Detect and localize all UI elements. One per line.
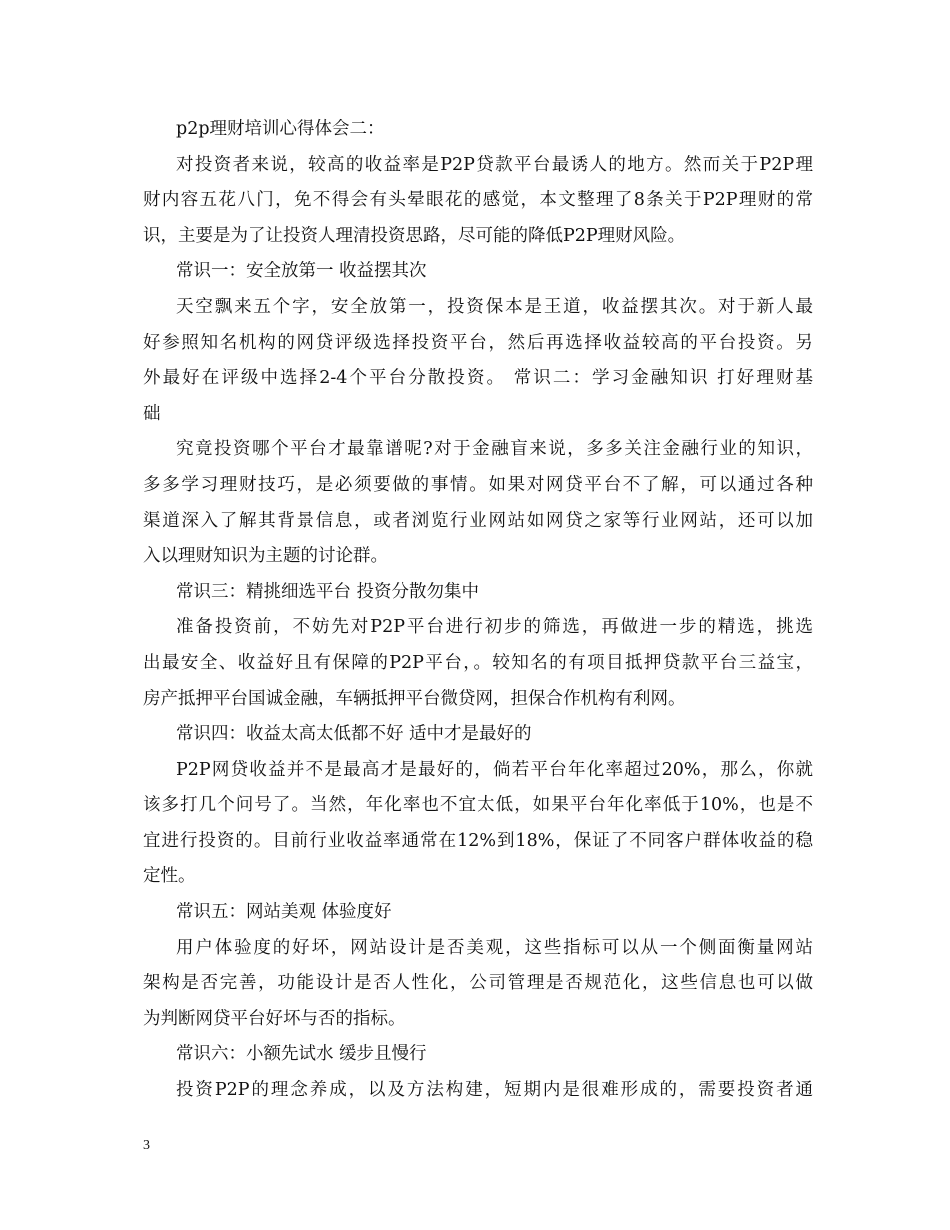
tip-heading: 常识四：收益太高太低都不好 适中才是最好的 <box>176 724 532 745</box>
paragraph-line: 房产抵押平台国诚金融，车辆抵押平台微贷网，担保合作机构有利网。 <box>143 688 686 709</box>
paragraph-line: 财内容五花八门，免不得会有头晕眼花的感觉，本文整理了8条关于P2P理财的常 <box>143 190 813 211</box>
paragraph-line: 础 <box>143 403 161 424</box>
paragraph-line: 外最好在评级中选择2-4个平台分散投资。 常识二：学习金融知识 打好理财基 <box>143 368 813 389</box>
paragraph-line: 宜进行投资的。目前行业收益率通常在12%到18%，保证了不同客户群体收益的稳 <box>143 830 813 851</box>
paragraph-line: 究竟投资哪个平台才最靠谱呢?对于金融盲来说，多多关注金融行业的知识， <box>176 439 813 460</box>
paragraph-line: 架构是否完善，功能设计是否人性化，公司管理是否规范化，这些信息也可以做 <box>143 973 813 994</box>
paragraph-line: 出最安全、收益好且有保障的P2P平台，。较知名的有项目抵押贷款平台三益宝， <box>143 652 813 673</box>
document-body <box>143 112 813 1109</box>
tip-heading: 常识三：精挑细选平台 投资分散勿集中 <box>176 581 480 602</box>
paragraph-line: 用户体验度的好坏，网站设计是否美观，这些指标可以从一个侧面衡量网站 <box>176 937 813 958</box>
tip-heading: 常识五：网站美观 体验度好 <box>176 902 392 923</box>
paragraph-line: 渠道深入了解其背景信息，或者浏览行业网站如网贷之家等行业网站，还可以加 <box>143 510 813 531</box>
tip-heading: 常识六：小额先试水 缓步且慢行 <box>176 1044 427 1065</box>
paragraph-line: 投资P2P的理念养成，以及方法构建，短期内是很难形成的，需要投资者通 <box>176 1080 813 1101</box>
tip-heading: 常识一：安全放第一 收益摆其次 <box>176 261 427 282</box>
paragraph-line: 天空飘来五个字，安全放第一，投资保本是王道，收益摆其次。对于新人最 <box>176 296 813 317</box>
paragraph-line: 定性。 <box>143 866 196 887</box>
paragraph-line: 对投资者来说，较高的收益率是P2P贷款平台最诱人的地方。然而关于P2P理 <box>176 154 813 175</box>
paragraph-line: 该多打几个问号了。当然，年化率也不宜太低，如果平台年化率低于10%，也是不 <box>143 795 813 816</box>
page-number: 3 <box>143 1138 150 1153</box>
paragraph-line: 入以理财知识为主题的讨论群。 <box>143 546 388 567</box>
paragraph-line: P2P网贷收益并不是最高才是最好的，倘若平台年化率超过20%，那么，你就 <box>176 759 813 780</box>
paragraph-line: 好参照知名机构的网贷评级选择投资平台，然后再选择收益较高的平台投资。另 <box>143 332 813 353</box>
paragraph-line: 准备投资前，不妨先对P2P平台进行初步的筛选，再做进一步的精选，挑选 <box>176 617 813 638</box>
paragraph-line: 多多学习理财技巧，是必须要做的事情。如果对网贷平台不了解，可以通过各种 <box>143 474 813 495</box>
paragraph-line: 为判断网贷平台好坏与否的指标。 <box>143 1008 406 1029</box>
section-heading: p2p理财培训心得体会二： <box>176 119 385 139</box>
paragraph-line: 识，主要是为了让投资人理清投资思路，尽可能的降低P2P理财风险。 <box>143 225 686 246</box>
